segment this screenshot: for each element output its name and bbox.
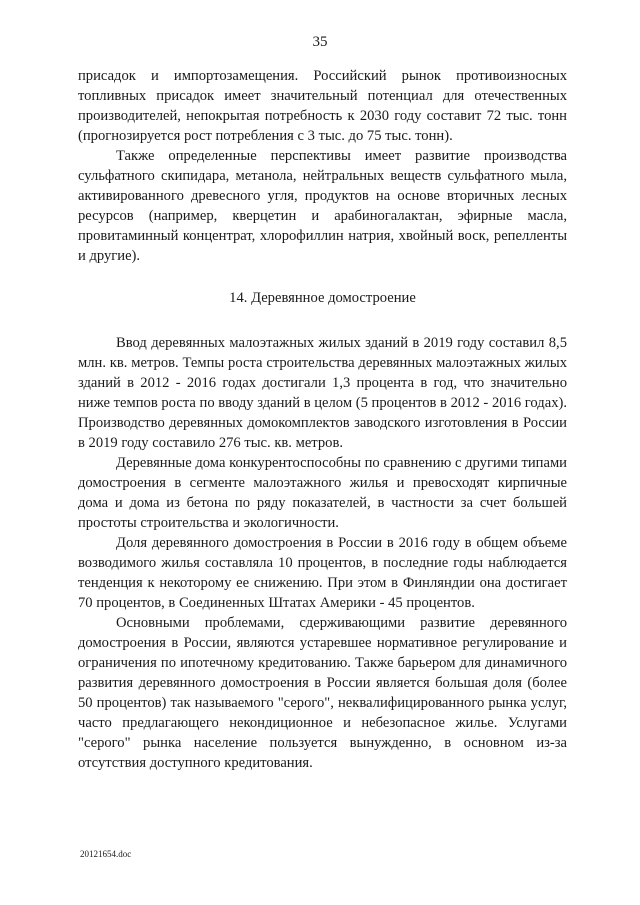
paragraph: Доля деревянного домостроения в России в 2016 году в общем объеме возводимого жилья составляла 10 процентов, в последние годы наблюдается тенденция к некоторому ее снижению. При этом в Финляндии она достигает 70 процентов, в Соединенных Штатах Америки - 45 процентов.	[78, 535, 567, 611]
document-file-code: 20121654.doc	[80, 849, 132, 859]
page-number: 35	[312, 34, 328, 50]
paragraph: присадок и импортозамещения. Российский рынок противоизносных топливных присадок имеет значительный потенциал для отечественных производителей, непокрытая потребность к 2030 году составит 72 тыс. тонн (прогнозируется рост потребления с 3 тыс. до 75 тыс. тонн).	[78, 68, 567, 144]
paragraph: Ввод деревянных малоэтажных жилых зданий в 2019 году составил 8,5 млн. кв. метров. Темпы роста строительства деревянных малоэтажных жилых зданий в 2012 - 2016 годах достигали 1,3 процента в год, что значительно ниже темпов роста по вводу зданий в целом (5 процентов в 2012 - 2016 годах). Производство деревянных домокомплектов заводского изготовления в России в 2019 году составило 276 тыс. кв. метров.	[78, 335, 567, 451]
section-heading: 14. Деревянное домостроение	[229, 290, 416, 306]
paragraph: Также определенные перспективы имеет развитие производства сульфатного скипидара, метанола, нейтральных веществ сульфатного мыла, активированного древесного угля, продуктов на основе вторичных лесных ресурсов (например, кверцетин и арабиногалактан, эфирные масла, провитаминный концентрат, хлорофиллин натрия, хвойный воск, репелленты и другие).	[78, 148, 567, 264]
document-body	[78, 66, 567, 773]
paragraph: Основными проблемами, сдерживающими развитие деревянного домостроения в России, являются устаревшее нормативное регулирование и ограничения по ипотечному кредитованию. Также барьером для динамичного развития деревянного домостроения в России является большая доля (более 50 процентов) так называемого "серого", неквалифицированного рынка услуг, часто предлагающего некондиционное и небезопасное жилье. Услугами "серого" рынка население пользуется вынужденно, в основном из-за отсутствия доступного кредитования.	[78, 615, 567, 771]
paragraph: Деревянные дома конкурентоспособны по сравнению с другими типами домостроения в сегменте малоэтажного жилья и превосходят кирпичные дома и дома из бетона по ряду показателей, в частности за счет большей простоты строительства и экологичности.	[78, 455, 567, 531]
